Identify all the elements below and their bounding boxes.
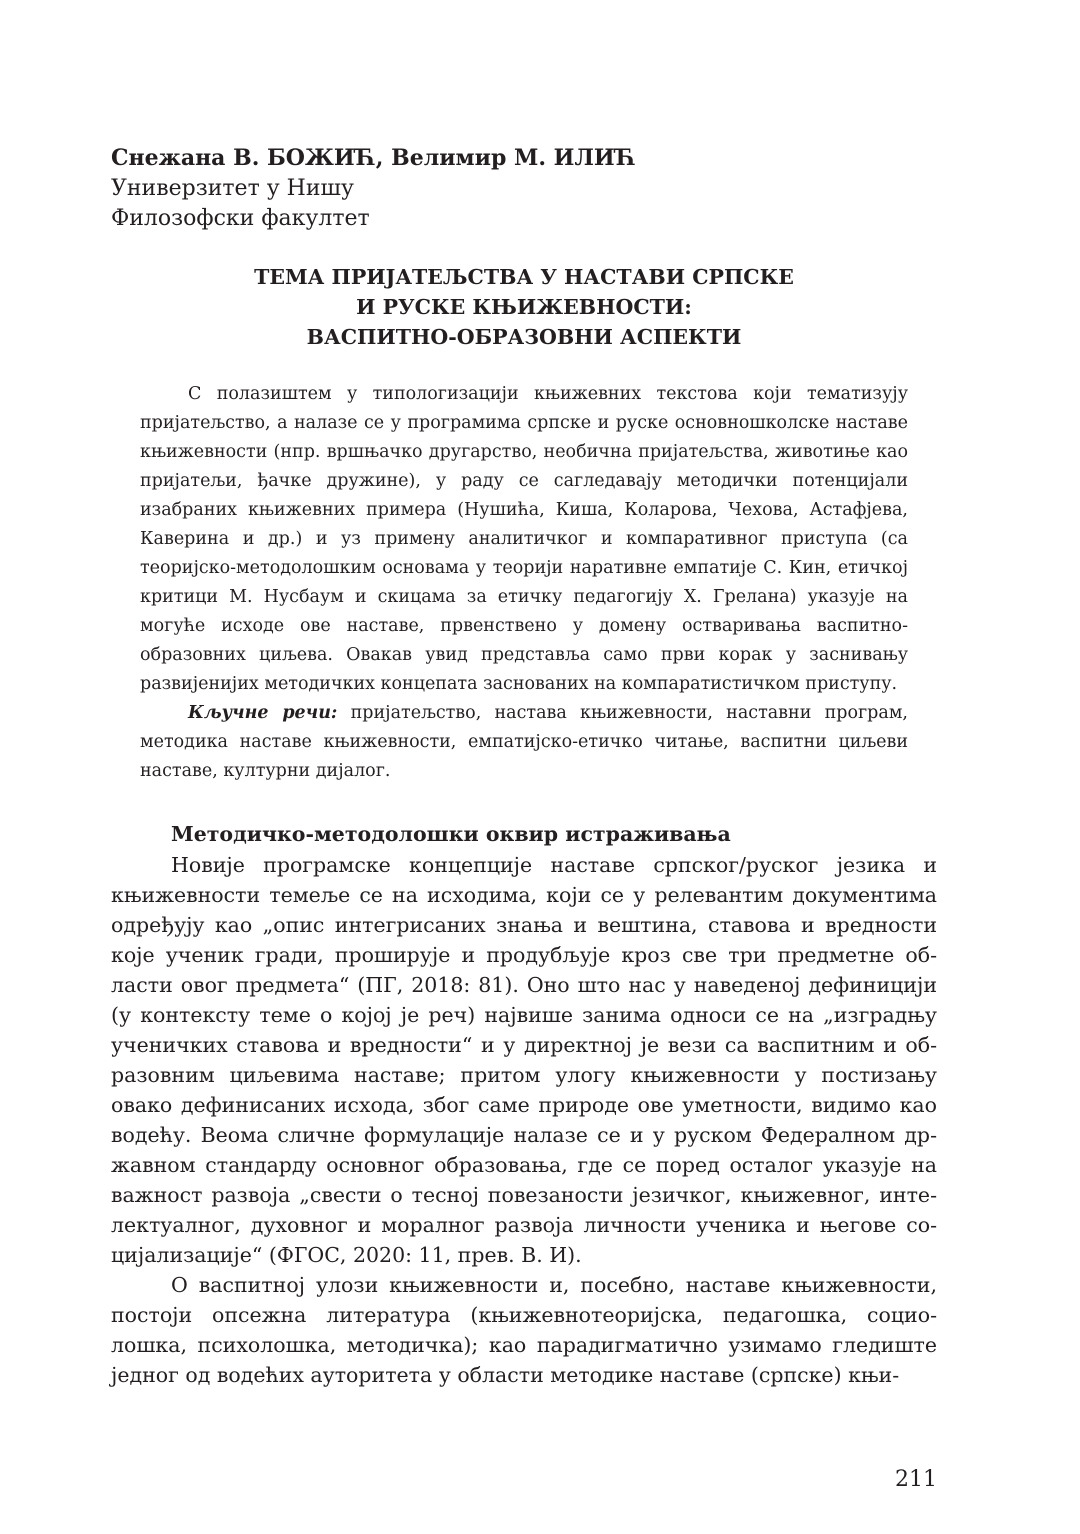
keywords-label: Кључне речи:	[188, 703, 338, 723]
title-line: ВАСПИТНО-ОБРАЗОВНИ АСПЕКТИ	[306, 325, 742, 349]
affiliation-university: Универзитет у Нишу	[111, 176, 354, 201]
body-text	[111, 850, 937, 1390]
keywords	[140, 699, 908, 786]
section-heading: Методичко-методолошки оквир истраживања	[171, 822, 731, 846]
paper-title	[111, 262, 937, 352]
authors: Снежана В. БОЖИЋ, Велимир М. ИЛИЋ	[111, 145, 636, 171]
affiliation-faculty: Филозофски факултет	[111, 206, 370, 231]
title-line: ТЕМА ПРИЈАТЕЉСТВА У НАСТАВИ СРПСКЕ	[254, 265, 794, 289]
abstract	[140, 380, 908, 786]
abstract-text: С полазиштем у типологизацији књижевних текстова који тематизују пријатељство, а налазе се у програмима српске и руске основношколске наставе књижевности (нпр. вршњачко другарство, необична пријатељства, животиње као пријатељи, ђачке дружине), у раду се сагледавају методички потенцијали изабраних књижевних примера (Нушића, Киша, Коларова, Чехова, Астафјева, Каверина и др.) и уз примену аналитичког и компаративног приступа (са теоријско-методолошким основама у теорији наративне емпатије С. Кин, етичкој критици М. Нусбаум и скицама за етичку педагогију Х. Грелана) указује на могуће исходе ове наставе, првенствено у домену остваривања васпитно-образовних циљева. Овакав увид представља само први корак у заснивању развијенијих методичких концепата заснованих на компаратистичком приступу.	[140, 384, 908, 694]
body-paragraph: О васпитној улози књижевности и, посебно, наставе књижевности, постоји опсежна литература (књижевнотеоријска, педагошка, социолошка, психолошка, методичка); као парадигматично узимамо гледиште једног од водећих ауторитета у области методике наставе (српске) књи-	[111, 1273, 937, 1387]
page-number: 211	[895, 1467, 937, 1492]
body-paragraph: Новије програмске концепције наставе српског/руског језика и књижевности темеље се на исходима, који се у релевантим документима одређују као „опис интегрисаних знања и вештина, ставова и вредности које ученик гради, проширује и продубљује кроз све три предметне области овог предмета“ (ПГ, 2018: 81). Оно што нас у наведеној дефиницији (у контексту теме о којој је реч) највише занима односи се на „изградњу ученичких ставова и вредности“ и у директној је вези са васпитним и образовним циљевима наставе; притом улогу књижевности у постизању овако дефинисаних исхода, због саме природе ове уметности, видимо као водећу. Веома сличне формулације налазе се и у руском Федералном државном стандарду основног образовања, где се поред осталог указује на важност развоја „свести о тесној повезаности језичког, књижевног, интелектуалног, духовног и моралног развоја личности ученика и његове социјализације“ (ФГОС, 2020: 11, прев. В. И).	[111, 853, 937, 1267]
title-line: И РУСКЕ КЊИЖЕВНОСТИ:	[356, 295, 692, 319]
keywords-text: пријатељство, настава књижевности, наставни програм, методика наставе књижевности, емпатијско-етичко читање, васпитни циљеви наставе, културни дијалог.	[140, 703, 908, 781]
